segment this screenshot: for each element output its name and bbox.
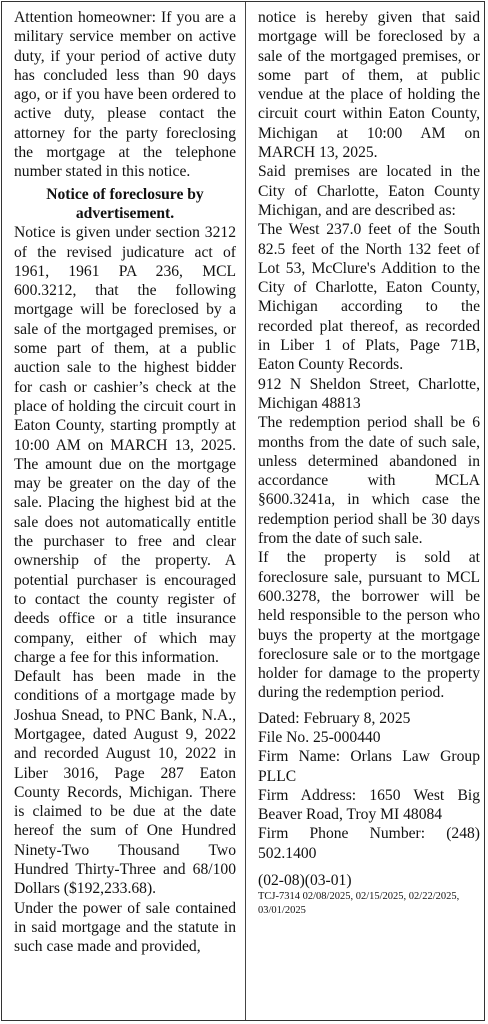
firm-name: Firm Name: Orlans Law Group PLLC bbox=[258, 748, 480, 785]
column-divider bbox=[245, 2, 246, 1020]
street-address: 912 N Sheldon Street, Charlotte, Michigan 48813 bbox=[258, 375, 480, 412]
auction-notice-paragraph: Notice is given under section 3212 of the revised judicature act of 1961, 1961 PA 236, MCL 600.3212, that the following mortgage will be foreclosed by a sale of the mortgaged premises, or some part of them, at a public auction sale to the highest bidder for cash or cashier’s check at the place of holding the circuit court in Eaton County, starting promptly at 10:00 AM on MARCH 13, 2025. The amount due on the mortgage may be greater on the day of the sale. Placing the highest bid at the sale does not automatically entitle the purchaser to free and clear ownership of the property. A potential purchaser is encouraged to contact the county register of deeds office or a title insurance company, either of which may charge a fee for this information. bbox=[14, 224, 236, 666]
firm-address: Firm Address: 1650 West Big Beaver Road, Troy MI 48084 bbox=[258, 786, 480, 824]
left-column bbox=[14, 8, 236, 957]
firm-details bbox=[258, 709, 480, 919]
responsibility-paragraph: If the property is sold at foreclosure sale, pursuant to MCL 600.3278, the borrower will be held responsible to the person who buys the property at the mortgage foreclosure sale or to the mortgage holder for damage to the property during the redemption period. bbox=[258, 549, 480, 702]
file-number: File No. 25-000440 bbox=[258, 728, 381, 746]
dated-line: Dated: February 8, 2025 bbox=[258, 709, 411, 727]
notice-heading: Notice of foreclosure by advertisement. bbox=[46, 185, 204, 222]
firm-phone: Firm Phone Number: (248) 502.1400 bbox=[258, 825, 480, 862]
premises-intro: Said premises are located in the City of Charlotte, Eaton County Michigan, and are described as: bbox=[258, 163, 480, 219]
power-of-sale-paragraph-end: notice is hereby given that said mortgage will be foreclosed by a sale of the mortgaged premises, or some part of them, at public vendue at the place of holding the circuit court within Eaton County, Michigan at 10:00 AM on MARCH 13, 2025. bbox=[258, 9, 480, 162]
legal-description: The West 237.0 feet of the South 82.5 feet of the North 132 feet of Lot 53, McClure's Addition to the City of Charlotte, Eaton County, Michigan according to the recorded plat thereof, as recorded in Liber 1 of Plats, Page 71B, Eaton County Records. bbox=[258, 221, 480, 374]
redemption-paragraph: The redemption period shall be 6 months from the date of such sale, unless determined abandoned in accordance with MCLA §600.3241a, in which case the redemption period shall be 30 days from the date of such sale. bbox=[258, 414, 480, 548]
default-paragraph: Default has been made in the conditions of a mortgage made by Joshua Snead, to PNC Bank, N.A., Mortgagee, dated August 9, 2022 and recorded August 10, 2022 in Liber 3016, Page 287 Eaton County Records, Michigan. There is claimed to be due at the date hereof the sum of One Hundred Ninety-Two Thousand Two Hundred Thirty-Three and 68/100 Dollars ($192,233.68). bbox=[14, 668, 236, 898]
military-attention-notice: Attention homeowner: If you are a military service member on active duty, if your period of active duty has concluded less than 90 days ago, or if you have been ordered to active duty, please contact the attorney for the party foreclosing the mortgage at the telephone number stated in this notice. bbox=[14, 9, 236, 181]
right-column bbox=[258, 8, 480, 918]
publication-dates: TCJ-7314 02/08/2025, 02/15/2025, 02/22/2025, 03/01/2025 bbox=[258, 891, 460, 917]
legal-notice-frame bbox=[1, 1, 485, 1021]
power-of-sale-paragraph-start: Under the power of sale contained in said mortgage and the statute in such case made and provided, bbox=[14, 899, 236, 956]
publication-codes: (02-08)(03-01) bbox=[258, 872, 352, 890]
